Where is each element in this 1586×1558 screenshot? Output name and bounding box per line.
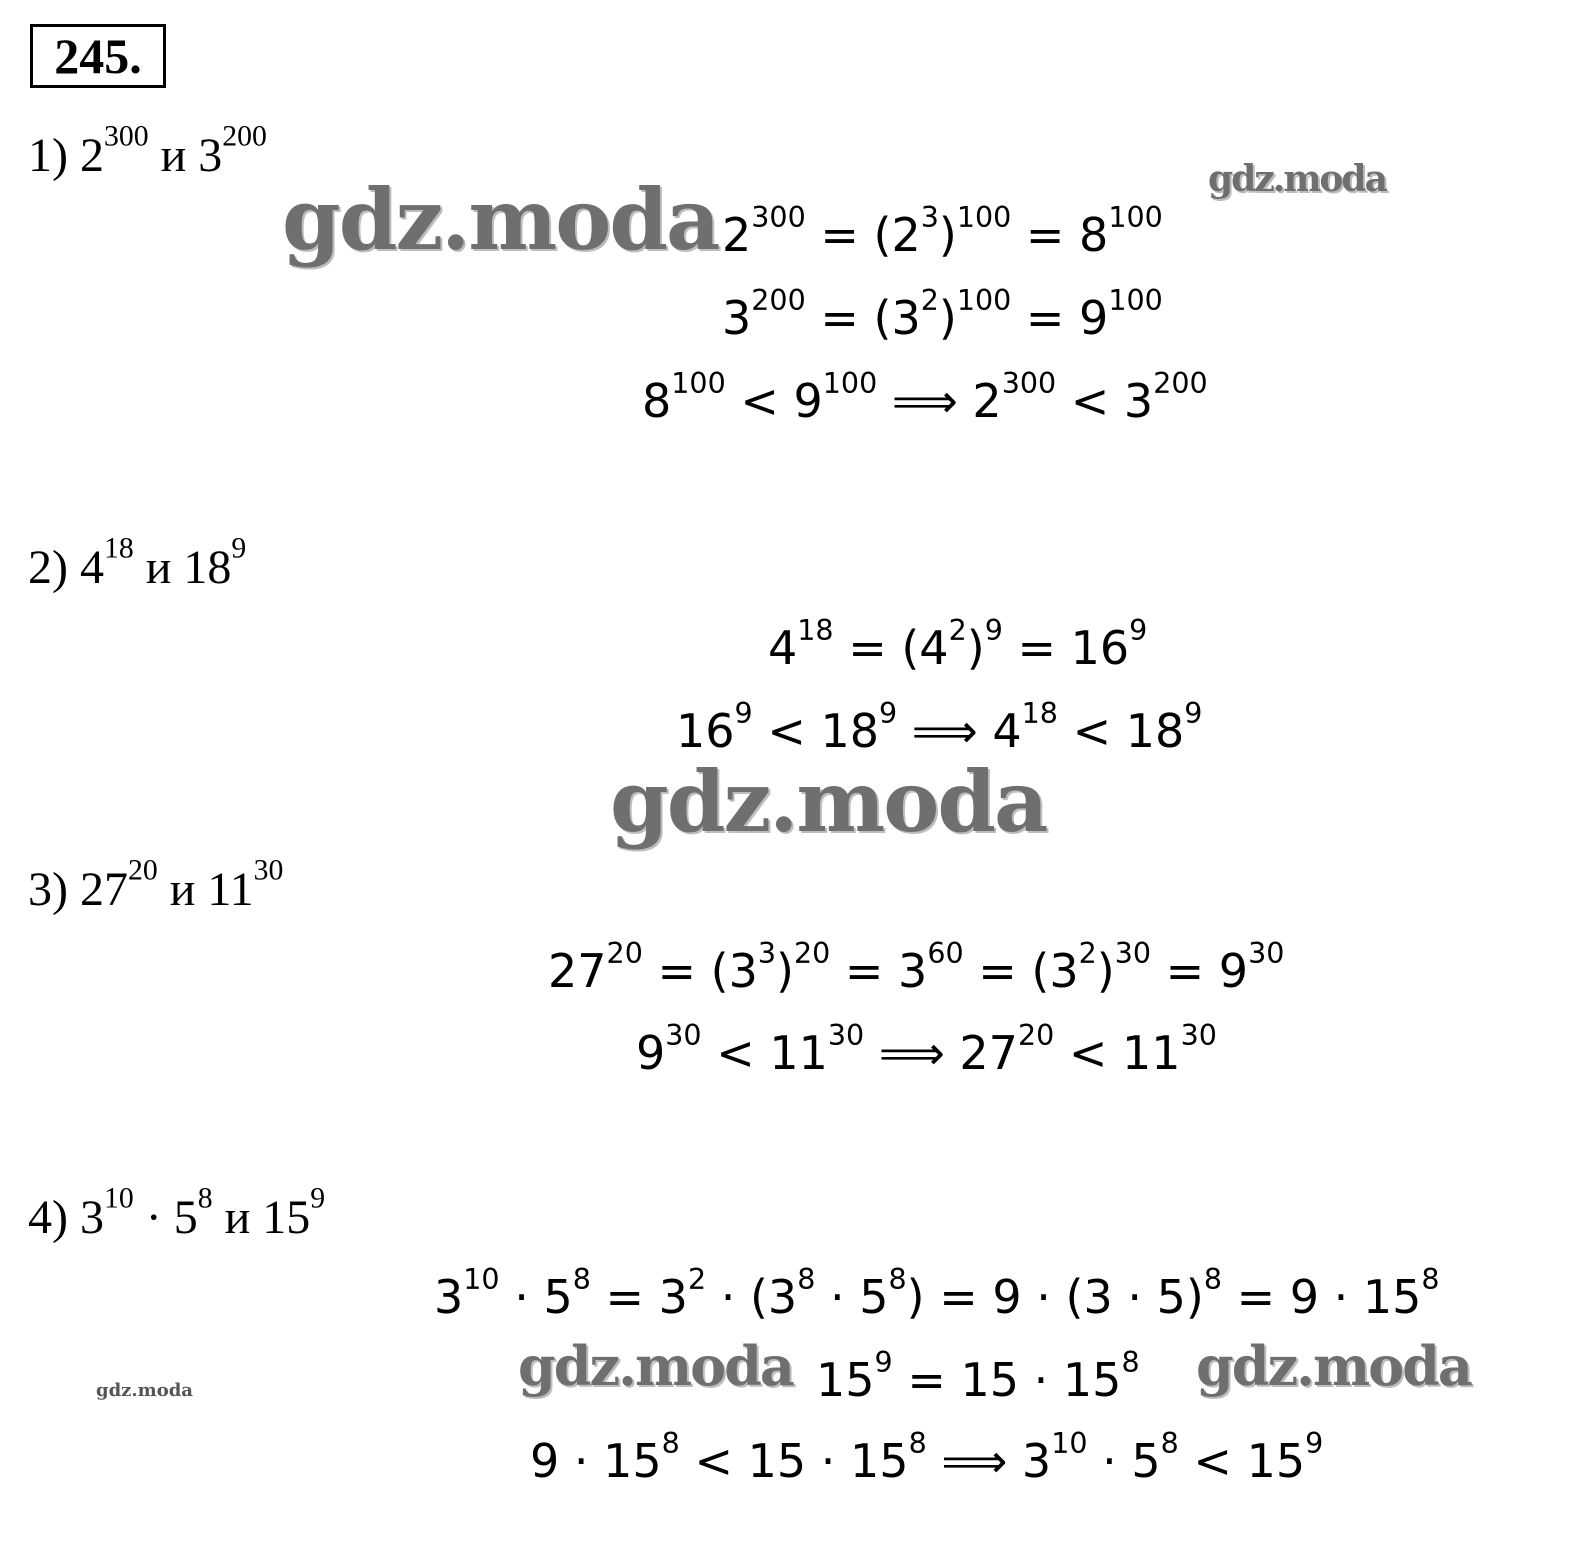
watermark-5: gdz.moda <box>1196 1334 1471 1398</box>
task-3-line-1: $27^{20} = (3^3)^{20} = 3^{60} = (3^2)^{30} = 9^{30}$ <box>548 936 1285 998</box>
task-1-label: 1) $2^{300}$ и $3^{200}$ <box>28 119 267 182</box>
task-2-line-1: $4^{18} = (4^2)^9 = 16^9$ <box>768 613 1148 675</box>
task-2-label: 2) $4^{18}$ и $18^9$ <box>28 531 247 594</box>
task-1-line-2: $3^{200} = (3^2)^{100} = 9^{100}$ <box>722 283 1163 345</box>
watermark-1: gdz.moda <box>282 170 719 269</box>
task-3-line-2: $9^{30} < 11^{30}$ ⟹ $27^{20} < 11^{30}$ <box>636 1018 1217 1080</box>
task-1-line-1: $2^{300} = (2^3)^{100} = 8^{100}$ <box>722 200 1163 262</box>
task-4-label: 4) $3^{10} \cdot 5^8$ и $15^9$ <box>28 1181 326 1244</box>
watermark-6: gdz.moda <box>96 1380 193 1401</box>
problem-number: 245. <box>30 24 166 88</box>
task-1-line-3: $8^{100} < 9^{100}$ ⟹ $2^{300} < 3^{200}$ <box>642 366 1208 428</box>
task-4-line-1: $3^{10} \cdot 5^8 = 3^2 \cdot (3^8 \cdot 5^8) = 9 \cdot (3 \cdot 5)^8 = 9 \cdot 15^8$ <box>434 1262 1440 1324</box>
task-4-line-3: $9 \cdot 15^8 < 15 \cdot 15^8$ ⟹ $3^{10} \cdot 5^8 < 15^9$ <box>530 1426 1324 1488</box>
task-2-line-2: $16^9 < 18^9$ ⟹ $4^{18} < 18^9$ <box>676 696 1203 758</box>
task-4-line-2: $15^9 = 15 \cdot 15^8$ <box>816 1345 1140 1407</box>
watermark-3: gdz.moda <box>610 752 1047 851</box>
task-3-label: 3) $27^{20}$ и $11^{30}$ <box>28 853 284 916</box>
watermark-4: gdz.moda <box>518 1334 793 1398</box>
watermark-2: gdz.moda <box>1208 158 1386 200</box>
